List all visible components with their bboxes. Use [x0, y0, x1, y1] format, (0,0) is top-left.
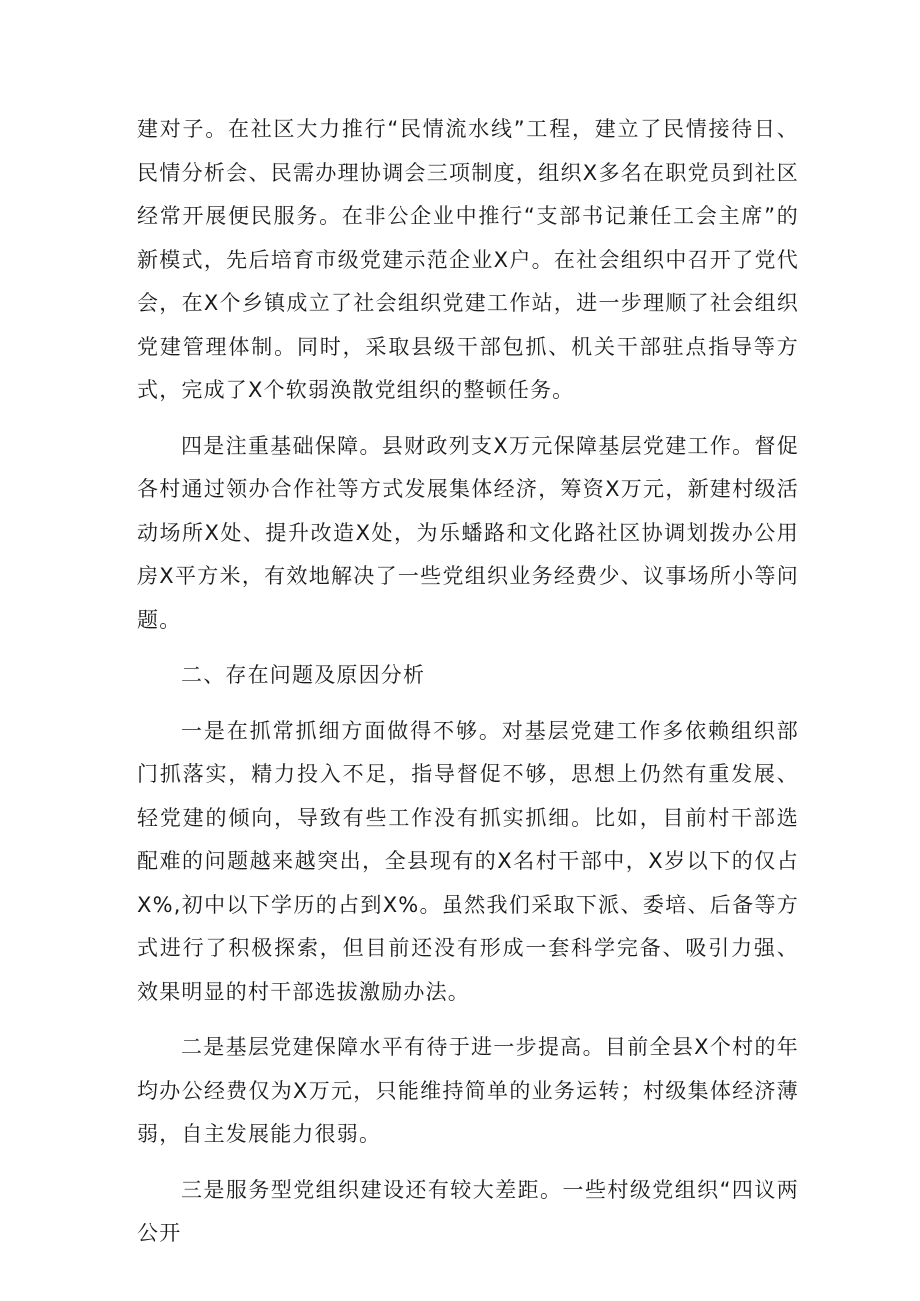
- paragraph-problem-three: 三是服务型党组织建设还有较大差距。一些村级党组织“四议两公开: [137, 1177, 799, 1245]
- paragraph-community-work: 建对子。在社区大力推行“民情流水线”工程，建立了民情接待日、民情分析会、民需办理协调会三项制度，组织X多名在职党员到社区经常开展便民服务。在非公企业中推行“支部书记兼任工会主席”的新模式，先后培育市级党建示范企业X户。在社会组织中召开了党代会，在X个乡镇成立了社会组织党建工作站，进一步理顺了社会组织党建管理体制。同时，采取县级干部包抓、机关干部驻点指导等方式，完成了X个软弱涣散党组织的整顿任务。: [137, 117, 799, 402]
- paragraph-problem-one: 一是在抓常抓细方面做得不够。对基层党建工作多依赖组织部门抓落实，精力投入不足，指导督促不够，思想上仍然有重发展、轻党建的倾向，导致有些工作没有抓实抓细。比如，目前村干部选配难的问题越来越突出，全县现有的X名村干部中，X岁以下的仅占X%,初中以下学历的占到X%。虽然我们采取下派、委培、后备等方式进行了积极探索，但目前还没有形成一套科学完备、吸引力强、效果明显的村干部选拔激励办法。: [137, 718, 799, 1004]
- paragraph-basic-guarantee: 四是注重基础保障。县财政列支X万元保障基层党建工作。督促各村通过领办合作社等方式发展集体经济，筹资X万元，新建村级活动场所X处、提升改造X处，为乐蟠路和文化路社区协调划拨办公用房X平方米，有效地解决了一些党组织业务经费少、议事场所小等问题。: [137, 433, 799, 632]
- section-heading-problems: 二、存在问题及原因分析: [181, 663, 426, 687]
- paragraph-problem-two: 二是基层党建保障水平有待于进一步提高。目前全县X个村的年均办公经费仅为X万元，只能维持简单的业务运转；村级集体经济薄弱，自主发展能力很弱。: [137, 1035, 799, 1146]
- document-body: [137, 108, 799, 1268]
